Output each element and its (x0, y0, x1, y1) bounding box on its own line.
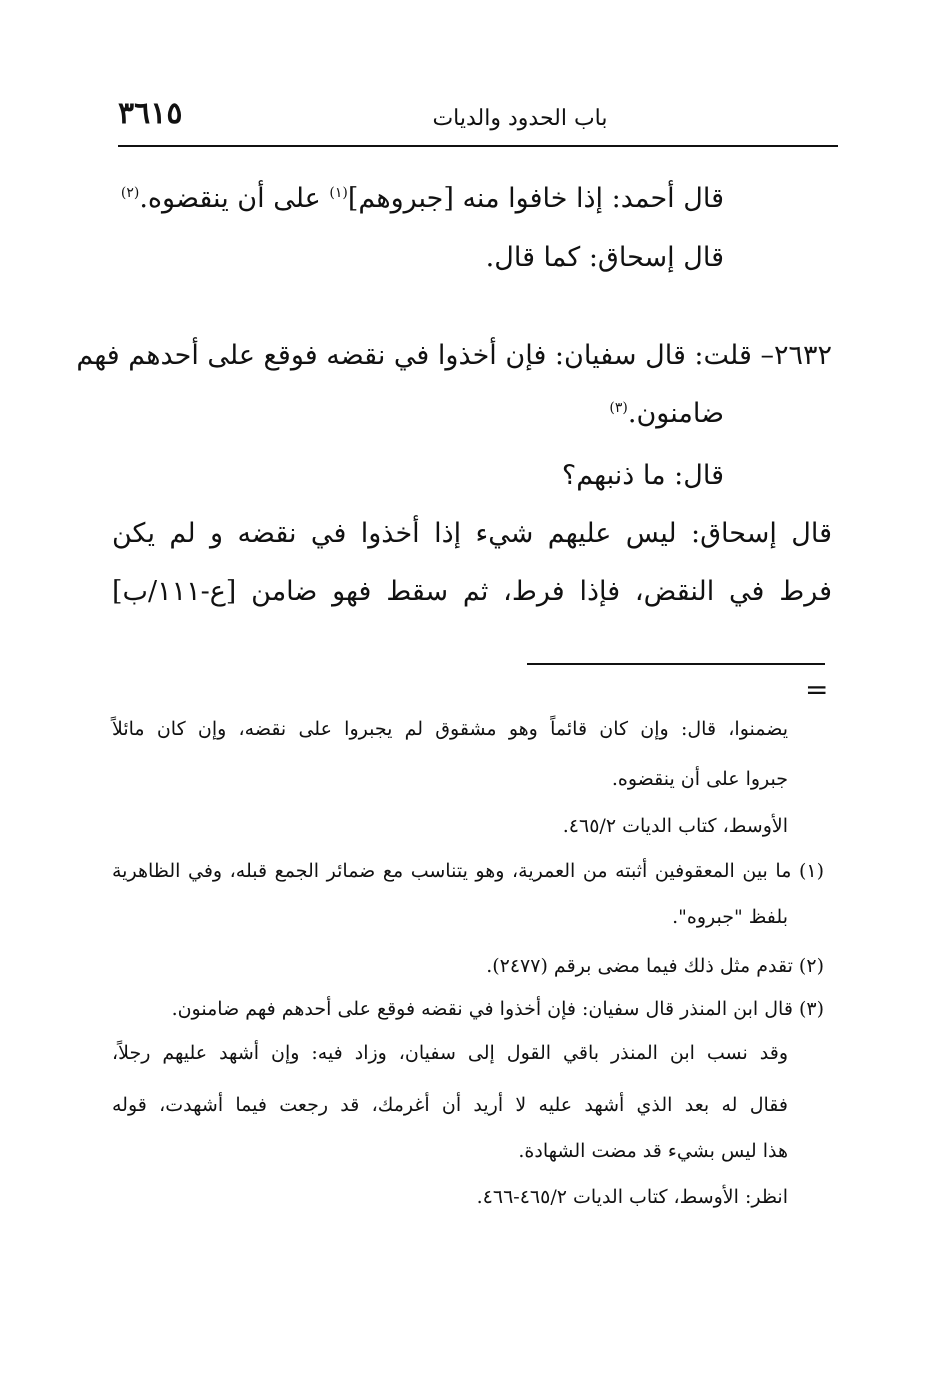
main-line-damin (112, 398, 724, 430)
footnote-3-cont: انظر: الأوسط، كتاب الديات ٤٦٥/٢-٤٦٦. (476, 1186, 788, 1208)
footnote-3-cont: وقد نسب ابن المنذر باقي القول إلى سفيان، وزاد فيه: وإن أشهد عليهم رجلاً، (112, 1042, 788, 1064)
header-rule (118, 145, 838, 147)
footnote-3-cont: فقال له بعد الذي أشهد عليه لا أريد أن أغرمك، قد رجعت فيما أشهدت، قوله (112, 1094, 788, 1116)
footnote-3-cont: هذا ليس بشيء قد مضت الشهادة. (518, 1140, 788, 1162)
footnote-ref-3: (٣) (609, 400, 628, 416)
main-line-answer: قال إسحاق: ليس عليهم شيء إذا أخذوا في نقضه و لم يكن (112, 518, 832, 549)
footnote-2: (٢) تقدم مثل ذلك فيما مضى برقم (٢٤٧٧). (486, 955, 824, 977)
continuation-mark: = (805, 673, 829, 706)
footnote-1-cont: بلفظ "جبروه". (672, 906, 788, 928)
main-text: ضامنون. (627, 398, 724, 429)
footnote-rule (527, 663, 825, 665)
main-text: قال أحمد: إذا خافوا منه [جبروهم] (347, 183, 724, 214)
main-line-ahmad (112, 183, 724, 215)
footnote-3: (٣) قال ابن المنذر قال سفيان: فإن أخذوا في نقضه فوقع على أحدهم فهم ضامنون. (171, 998, 824, 1020)
main-line-ishaq: قال إسحاق: كما قال. (485, 242, 724, 273)
main-line-answer-cont: فرط في النقض، فإذا فرط، ثم سقط فهو ضامن [ع-١١١/ب] (112, 576, 832, 607)
footnote-cont-line: جبروا على أن ينقضوه. (611, 768, 788, 790)
footnote-ref-2: (٢) (120, 185, 140, 201)
footnote-cont-line: الأوسط، كتاب الديات ٤٦٥/٢. (562, 815, 788, 837)
footnote-cont-line: يضمنوا، قال: وإن كان قائماً وهو مشقوق لم يجبروا على نقضه، وإن كان مائلاً (112, 718, 788, 740)
page-number: ٣٦١٥ (118, 96, 183, 131)
main-line-question: قال: ما ذنبهم؟ (561, 460, 724, 491)
footnote-1: (١) ما بين المعقوفين أثبته من العمرية، وهو يتناسب مع ضمائر الجمع قبله، وفي الظاهرية (112, 860, 824, 882)
footnote-ref-1: (١) (329, 185, 348, 201)
main-text: على أن ينقضوه. (139, 183, 330, 214)
chapter-title: باب الحدود والديات (432, 106, 608, 131)
main-line-entry-2632: ٢٦٣٢– قلت: قال سفيان: فإن أخذوا في نقضه فوقع على أحدهم فهم (76, 340, 832, 371)
